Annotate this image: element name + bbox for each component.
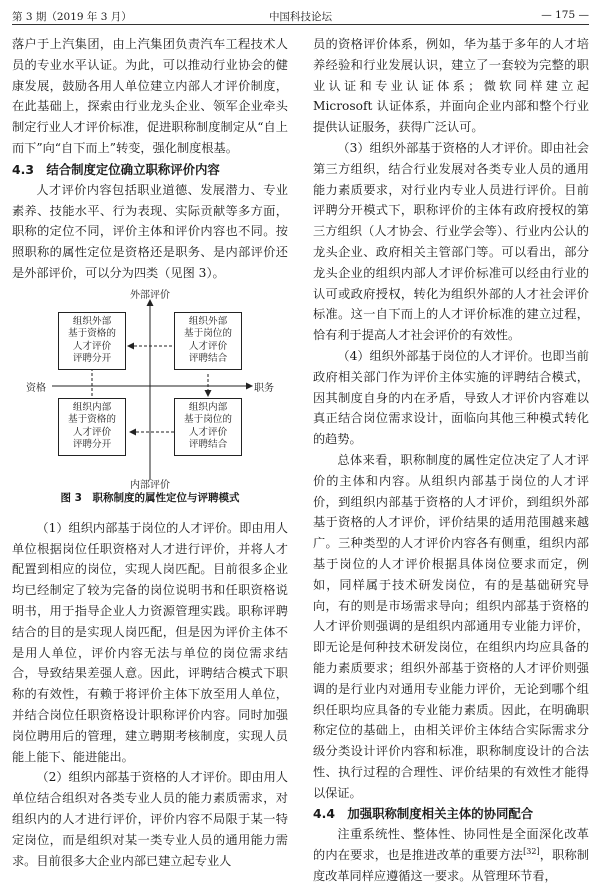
quadrant-box-top-left: 组织外部 基于资格的 人才评价 评聘分开 — [58, 312, 126, 370]
figure-caption: 图 3 职称制度的属性定位与评聘模式 — [60, 491, 240, 504]
axis-label-top: 外部评价 — [130, 289, 170, 301]
quadrant-box-top-right: 组织外部 基于岗位的 人才评价 评聘结合 — [174, 312, 242, 370]
paragraph: （2）组织内部基于资格的人才评价。即由用人单位结合组织对各类专业人员的能力素质需求，对组织内的人才进行评价，评价内容不局限于某一特定岗位，而是组织对某一类专业人员的通用能力需求。目前很多大企业内部已建立起专业人 — [12, 770, 288, 868]
paragraph: 落户于上汽集团，由上汽集团负责汽车工程技术人员的专业水平认证。为此，可以推动行业协会的健康发展，鼓励各用人单位建立内部人才评价制度，在此基础上，探索由行业龙头企业、领军企业牵头制定行业人才评价标准，促进职称制度制定从“自上而下”向“自下而上”转变，强化制度根基。 — [12, 37, 288, 155]
paragraph: 员的资格评价体系，例如，华为基于多年的人才培养经验和行业发展认识，建立了一套较为完整的职业认证和专业认证体系；微软同样建立起 Microsoft 认证体系，并面向企业内部和整个行业提供认证服务，获得广泛认可。 — [313, 37, 589, 135]
citation-ref[interactable]: [32] — [523, 847, 540, 857]
issue-info: 第 3 期（2019 年 3 月） — [12, 11, 132, 23]
right-column — [313, 34, 589, 887]
quadrant-box-bottom-right: 组织内部 基于岗位的 人才评价 评聘结合 — [174, 398, 242, 456]
left-column — [12, 34, 288, 871]
axis-label-right: 职务 — [254, 382, 274, 394]
axis-label-left: 资格 — [26, 382, 46, 394]
page-header — [12, 6, 589, 25]
paragraph: 注重系统性、整体性、协同性是全面深化改革的内在要求，也是推进改革的重要方法[32]，职称制度改革同样应遵循这一要求。从管理环节看， — [313, 827, 590, 884]
journal-title: 中国科技论坛 — [269, 11, 332, 23]
figure-3 — [12, 289, 288, 491]
paragraph: 人才评价内容包括职业道德、发展潜力、专业素养、技能水平、行为表现、实际贡献等多方面，职称的定位不同，评价主体和评价内容也不同。按照职称的属性定位是资格还是职务、是内部评价还是外部评价，可以分为四类（见图 3）。 — [12, 182, 288, 280]
page-number: — 175 — — [541, 9, 589, 21]
axis-label-bottom: 内部评价 — [130, 479, 170, 491]
paragraph: （4）组织外部基于岗位的人才评价。也即当前政府相关部门作为评价主体实施的评聘结合模式，因其制度自身的内在矛盾，导致人才评价内容难以真正结合岗位需求设计，面临向其他三种模式转化的趋势。 — [313, 348, 589, 447]
section-heading-4-4: 4.4 加强职称制度相关主体的协同配合 — [313, 806, 534, 822]
paragraph: 总体来看，职称制度的属性定位决定了人才评价的主体和内容。从组织内部基于岗位的人才评价，到组织内部基于资格的人才评价，到组织外部基于资格的人才评价，评价结果的适用范围越来越广。三种类型的人才评价内容各有侧重，组织内部基于岗位的人才评价根据具体岗位要求而定，例如，同样属于技术研发岗位，有的是基础研究导向，有的则是市场需求导向；组织内部基于资格的人才评价则强调的是组织内部通用专业能力评价，即无论是何种技术研发岗位，在组织内均应具备的能力素质要求；组织外部基于资格的人才评价则强调的是行业内对通用专业能力评价，无论到哪个组织任职均应具备的专业能力素质。因此，在明确职称定位的基础上，由相关评价主体结合实际需求分级分类设计评价内容和标准，职称制度设计的合法性、执行过程的合理性、评价结果的有效性才能得以保证。 — [313, 452, 589, 800]
section-heading-4-3: 4.3 结合制度定位确立职称评价内容 — [12, 161, 220, 177]
quadrant-box-bottom-left: 组织内部 基于资格的 人才评价 评聘分开 — [58, 398, 126, 456]
quadrant-diagram — [12, 290, 288, 488]
paragraph: （3）组织外部基于资格的人才评价。即由社会第三方组织，结合行业发展对各类专业人员的通用能力素质要求，对行业内专业人员进行评价。目前评聘分开模式下，职称评价的主体有政府授权的第三方组织（人才协会、行业学会等）、行业内公认的龙头企业、政府相关主管部门等。可以看出，部分龙头企业的组织内部人才评价标准可以经由行业的认可或政府授权，转化为组织外部的人才社会评价标准。这一自下而上的人才评价标准的建立过程，恰有利于提高人才社会评价的有效性。 — [313, 140, 589, 343]
paragraph: （1）组织内部基于岗位的人才评价。即由用人单位根据岗位任职资格对人才进行评价，并将人才配置到相应的岗位，实现人岗匹配。目前很多企业均已经制定了较为完备的岗位说明书和任职资格说明书，用于指导企业人力资源管理实践。职称评聘结合的目的是实现人岗匹配，但是因为评价主体不是用人单位，评价内容无法与单位的岗位需求结合，导致结果差强人意。因此，评聘结合模式下职称的有效性，有赖于将评价主体下放至用人单位，并结合岗位任职资格设计职称评价内容。同时加强岗位聘用后的管理，建立聘期考核制度，实现人员能上能下、能进能出。 — [12, 520, 288, 764]
